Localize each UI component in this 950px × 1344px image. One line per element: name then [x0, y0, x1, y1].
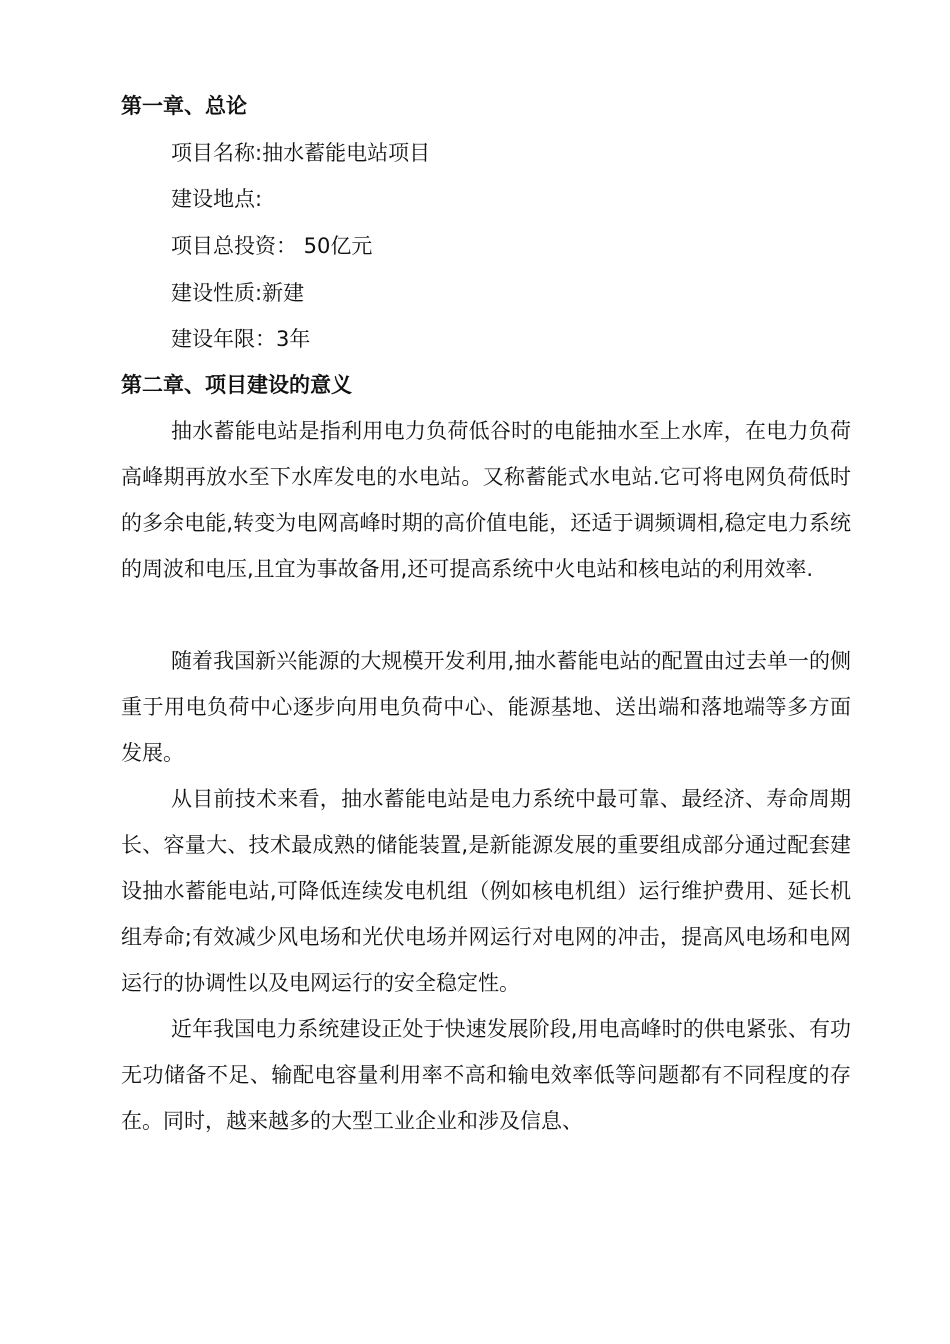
paragraph-4: 近年我国电力系统建设正处于快速发展阶段,用电高峰时的供电紧张、有功无功储备不足、输配电容量利用率不高和输电效率低等问题都有不同程度的存在。同时，越来越多的大型工业企业和涉及信息、: [121, 1017, 851, 1133]
investment-line: 项目总投资： 50亿元: [171, 234, 373, 258]
nature-line: 建设性质:新建: [171, 281, 305, 305]
paragraph-3: 从目前技术来看，抽水蓄能电站是电力系统中最可靠、最经济、寿命周期长、容量大、技术最成熟的储能装置,是新能源发展的重要组成部分通过配套建设抽水蓄能电站,可降低连续发电机组（例如核电机组）运行维护费用、延长机组寿命;有效减少风电场和光伏电场并网运行对电网的冲击，提高风电场和电网运行的协调性以及电网运行的安全稳定性。: [121, 787, 851, 995]
paragraph-1: 抽水蓄能电站是指利用电力负荷低谷时的电能抽水至上水库，在电力负荷高峰期再放水至下水库发电的水电站。又称蓄能式水电站.它可将电网负荷低时的多余电能,转变为电网高峰时期的高价值电能，还适于调频调相,稳定电力系统的周波和电压,且宜为事故备用,还可提高系统中火电站和核电站的利用效率.: [121, 419, 851, 581]
paragraph-2: 随着我国新兴能源的大规模开发利用,抽水蓄能电站的配置由过去单一的侧重于用电负荷中心逐步向用电负荷中心、能源基地、送出端和落地端等多方面发展。: [121, 649, 851, 765]
location-line: 建设地点:: [171, 187, 263, 211]
project-name-line: 项目名称:抽水蓄能电站项目: [171, 141, 431, 165]
duration-line: 建设年限：3年: [171, 327, 311, 351]
chapter-2-heading: 第二章、项目建设的意义: [121, 373, 352, 397]
chapter-1-heading: 第一章、总论: [121, 94, 247, 118]
